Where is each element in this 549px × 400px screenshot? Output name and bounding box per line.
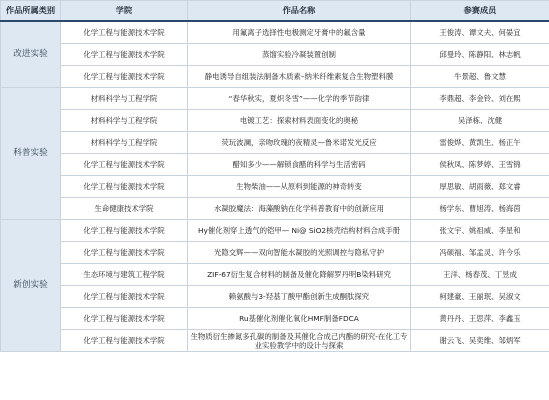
category-cell: 科普实验: [1, 88, 61, 220]
work-cell: 水凝胶魔法：海藻酸钠在化学科普教育中的创新应用: [188, 198, 411, 220]
work-cell: Hy催化剂穿上透气的铠甲— Ni@ SiO2核壳结构材料合成手册: [188, 220, 411, 242]
members-cell: 侯秋凤、陈梦婷、王雪锦: [411, 154, 549, 176]
work-cell: 赖氨酸与3-羟基丁酸甲酯创新生成酮肽探究: [188, 286, 411, 308]
table-row: [1, 21, 549, 44]
work-cell: Ru基催化剂催化氧化HMF制备FDCA: [188, 308, 411, 330]
members-cell: 谢云飞、吴奕维、邹炳军: [411, 330, 549, 352]
header-work: 作品名称: [188, 1, 411, 22]
college-cell: 化学工程与能源技术学院: [61, 308, 188, 330]
work-cell: 生物柴油——从原料到能源的神奇转变: [188, 176, 411, 198]
college-cell: 化学工程与能源技术学院: [61, 21, 188, 44]
members-cell: 吴泽栋、沈健: [411, 110, 549, 132]
category-cell: 新创实验: [1, 220, 61, 352]
college-cell: 化学工程与能源技术学院: [61, 286, 188, 308]
table-row: [1, 44, 549, 66]
table-row: [1, 308, 549, 330]
work-cell: 静电诱导自组装法制备木质素–纳米纤维素复合生物塑料膜: [188, 66, 411, 88]
college-cell: 材料科学与工程学院: [61, 110, 188, 132]
category-cell: 改进实验: [1, 21, 61, 88]
members-cell: 杨学东、曹旭涛、杨海茵: [411, 198, 549, 220]
table-row: [1, 176, 549, 198]
table-row: [1, 330, 549, 352]
table-row: [1, 220, 549, 242]
college-cell: 化学工程与能源技术学院: [61, 154, 188, 176]
work-cell: 电镀工艺：探索材料表面变化的奥秘: [188, 110, 411, 132]
work-cell: “春华秋实，夏炽冬雪”——化学的季节韵律: [188, 88, 411, 110]
table-row: [1, 132, 549, 154]
header-row: [1, 1, 549, 22]
college-cell: 化学工程与能源技术学院: [61, 220, 188, 242]
members-cell: 黄丹丹、王思萍、李鑫玉: [411, 308, 549, 330]
members-cell: 厚思敏、胡雨薇、郑文睿: [411, 176, 549, 198]
college-cell: 生态环境与建筑工程学院: [61, 264, 188, 286]
table-header: [1, 1, 549, 22]
table-body: [1, 21, 549, 352]
members-cell: 邱曼玲、陈静阳、林志帆: [411, 44, 549, 66]
members-cell: 雷俊烨、黄凯生、杨正午: [411, 132, 549, 154]
header-college: 学院: [61, 1, 188, 22]
members-cell: 王洋、杨春茂、丁昱成: [411, 264, 549, 286]
members-cell: 牛景超、鲁文慧: [411, 66, 549, 88]
college-cell: 材料科学与工程学院: [61, 132, 188, 154]
table-row: [1, 66, 549, 88]
work-cell: 光隐交辉——双向智能水凝胶的光照调控与隐私守护: [188, 242, 411, 264]
table-row: [1, 154, 549, 176]
work-cell: ZIF-67衍生复合材料的制备及催化降解罗丹明B染料研究: [188, 264, 411, 286]
table-row: [1, 110, 549, 132]
college-cell: 化学工程与能源技术学院: [61, 66, 188, 88]
table-row: [1, 264, 549, 286]
members-cell: 冯硕福、邹孟灵、许今乐: [411, 242, 549, 264]
college-cell: 生命健康技术学院: [61, 198, 188, 220]
members-cell: 柯建豪、王丽珉、吴淑文: [411, 286, 549, 308]
members-cell: 王俊涛、谭文夫、何晏宜: [411, 21, 549, 44]
work-cell: 生物质衍生掺氮多孔碳的制备及其催化合成己内酯的研究-在化工专业实验教学中的设计与探索: [188, 330, 411, 352]
header-category: 作品所属类别: [1, 1, 61, 22]
members-cell: 张文宇、姚祖威、李星和: [411, 220, 549, 242]
table-row: [1, 286, 549, 308]
header-members: 参赛成员: [411, 1, 549, 22]
work-cell: 用氟离子选择性电极测定牙膏中的氟含量: [188, 21, 411, 44]
work-cell: 醋知多少——解锁食醋的科学与生活密码: [188, 154, 411, 176]
college-cell: 化学工程与能源技术学院: [61, 176, 188, 198]
table-row: [1, 198, 549, 220]
college-cell: 化学工程与能源技术学院: [61, 242, 188, 264]
table-row: [1, 88, 549, 110]
members-cell: 李鼎超、李金铃、刘在熙: [411, 88, 549, 110]
college-cell: 化学工程与能源技术学院: [61, 44, 188, 66]
college-cell: 材料科学与工程学院: [61, 88, 188, 110]
college-cell: 化学工程与能源技术学院: [61, 330, 188, 352]
work-cell: 荧玩波澜，亲吻玫瑰的夜精灵—鲁米诺发光反应: [188, 132, 411, 154]
table-row: [1, 242, 549, 264]
work-cell: 蒸馏实验冷凝装置创制: [188, 44, 411, 66]
